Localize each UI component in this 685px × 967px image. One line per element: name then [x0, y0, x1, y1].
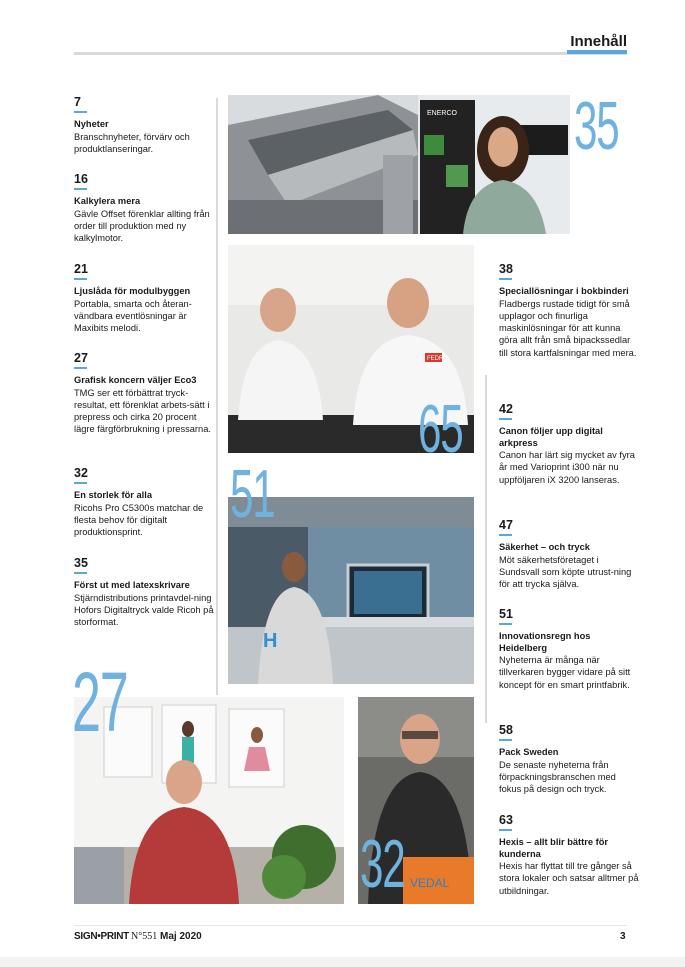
toc-title: Kalkylera mera	[74, 196, 141, 206]
banner-text: ENERCO	[427, 110, 457, 117]
toc-title: Säkerhet – och tryck	[499, 542, 590, 552]
top-rule	[74, 52, 627, 55]
toc-description: Canon har lärt sig mycket av fyra år med Varioprint i300 när nu uppföljaren iX 3200 lanseras.	[499, 450, 635, 485]
toc-page-number: 32	[74, 466, 88, 480]
toc-item[interactable]	[499, 402, 639, 486]
toc-title: Grafisk koncern väljer Eco3	[74, 375, 197, 385]
toc-item[interactable]	[499, 518, 639, 590]
number-underline	[74, 572, 87, 574]
svg-text:H: H	[263, 630, 278, 652]
toc-item[interactable]	[74, 95, 214, 155]
number-underline	[499, 278, 512, 280]
toc-item[interactable]	[499, 813, 639, 897]
photo-page-number: 65	[418, 391, 463, 467]
photo-page-number: 51	[230, 456, 275, 532]
column-divider	[216, 98, 218, 695]
issue-number: N°551	[131, 931, 158, 942]
toc-title: Nyheter	[74, 119, 109, 129]
photo-latex-printer[interactable]	[228, 95, 570, 234]
toc-item[interactable]	[74, 262, 214, 334]
number-underline	[74, 367, 87, 369]
toc-description: Nyheterna är många när tillverkaren bygger vidare på sitt koncept för en smart printfabrik.	[499, 655, 631, 690]
photo-page-number: 35	[574, 88, 619, 164]
toc-page-number: 47	[499, 518, 513, 532]
toc-description: Stjärndistributions printavdel-ning Hofors Digitaltryck valde Ricoh på storformat.	[74, 592, 214, 628]
toc-description: Hexis har flyttat till tre gånger så stora lokaler och satsar alltmer på utbildningar.	[499, 861, 639, 896]
number-underline	[499, 739, 512, 741]
toc-title: Hexis – allt blir bättre för kunderna	[499, 837, 609, 859]
toc-item[interactable]	[499, 607, 639, 691]
toc-page-number: 42	[499, 402, 513, 416]
photo-illustration	[228, 95, 570, 234]
number-underline	[74, 278, 87, 280]
number-underline	[499, 829, 512, 831]
toc-description: Gävle Offset förenklar allting från order till produktion med ny kalkylmotor.	[74, 208, 210, 244]
toc-description: Möt säkerhetsföretaget i Sundsvall som köpte utrust-ning för att trycka själva.	[499, 554, 632, 590]
toc-title: Canon följer upp digital arkpress	[499, 426, 603, 448]
toc-title: Pack Sweden	[499, 747, 559, 757]
toc-item[interactable]	[499, 262, 639, 359]
toc-page-number: 38	[499, 262, 513, 276]
number-underline	[499, 534, 512, 536]
toc-page-number: 27	[74, 351, 88, 365]
toc-title: En storlek för alla	[74, 490, 153, 500]
book-cover-text: VEDAL	[410, 876, 450, 890]
number-underline	[74, 111, 87, 113]
toc-description: TMG ser ett förbättrat tryck-resultat, ett förenklat arbets-sätt i prepress och cirka 20 procent lägre färgförbrukning i pressarna.	[74, 387, 211, 435]
toc-description: Branschnyheter, förvärv och produktlanseringar.	[74, 131, 190, 154]
column-divider	[485, 375, 487, 723]
photo-page-number: 27	[72, 655, 128, 749]
toc-item[interactable]	[74, 466, 214, 538]
title-underline	[567, 50, 627, 54]
toc-title: Innovationsregn hos Heidelberg	[499, 631, 591, 653]
toc-page-number: 51	[499, 607, 513, 621]
bottom-margin	[0, 957, 685, 967]
toc-page-number: 58	[499, 723, 513, 737]
number-underline	[74, 482, 87, 484]
toc-item[interactable]	[499, 723, 639, 795]
toc-item[interactable]	[74, 556, 214, 628]
issue-date: Maj 2020	[160, 931, 202, 942]
footer-rule	[74, 925, 627, 926]
toc-page-number: 16	[74, 172, 88, 186]
number-underline	[74, 188, 87, 190]
photo-page-number: 32	[360, 826, 405, 902]
toc-description: De senaste nyheterna från förpackningsbranschen med fokus på design och tryck.	[499, 759, 616, 795]
shirt-logo-text: FEDR	[427, 356, 444, 362]
toc-description: Ricohs Pro C5300s matchar de flesta behov för digitalt produktionsprint.	[74, 502, 204, 538]
toc-item[interactable]	[74, 172, 214, 244]
toc-page-number: 21	[74, 262, 88, 276]
toc-title: Först ut med latexskrivare	[74, 580, 190, 590]
page-title: Innehåll	[570, 33, 627, 50]
number-underline	[499, 418, 512, 420]
toc-description: Portabla, smarta och återan-vändbara eventlösningar är Maxibits melodi.	[74, 298, 192, 334]
toc-title: Ljuslåda för modulbyggen	[74, 286, 191, 296]
toc-page-number: 7	[74, 95, 81, 109]
toc-description: Fladbergs rustade tidigt för små upplagor och finurliga maskinlösningar för att kunna göra allt från små bipackssedlar till stora kartfalsningar med mera.	[499, 298, 637, 358]
toc-item[interactable]	[74, 351, 214, 436]
magazine-logo: SIGN•PRINT	[74, 931, 129, 942]
toc-title: Speciallösningar i bokbinderi	[499, 286, 629, 296]
toc-page-number: 35	[74, 556, 88, 570]
number-underline	[499, 623, 512, 625]
toc-page-number: 63	[499, 813, 513, 827]
page-number: 3	[620, 931, 626, 942]
